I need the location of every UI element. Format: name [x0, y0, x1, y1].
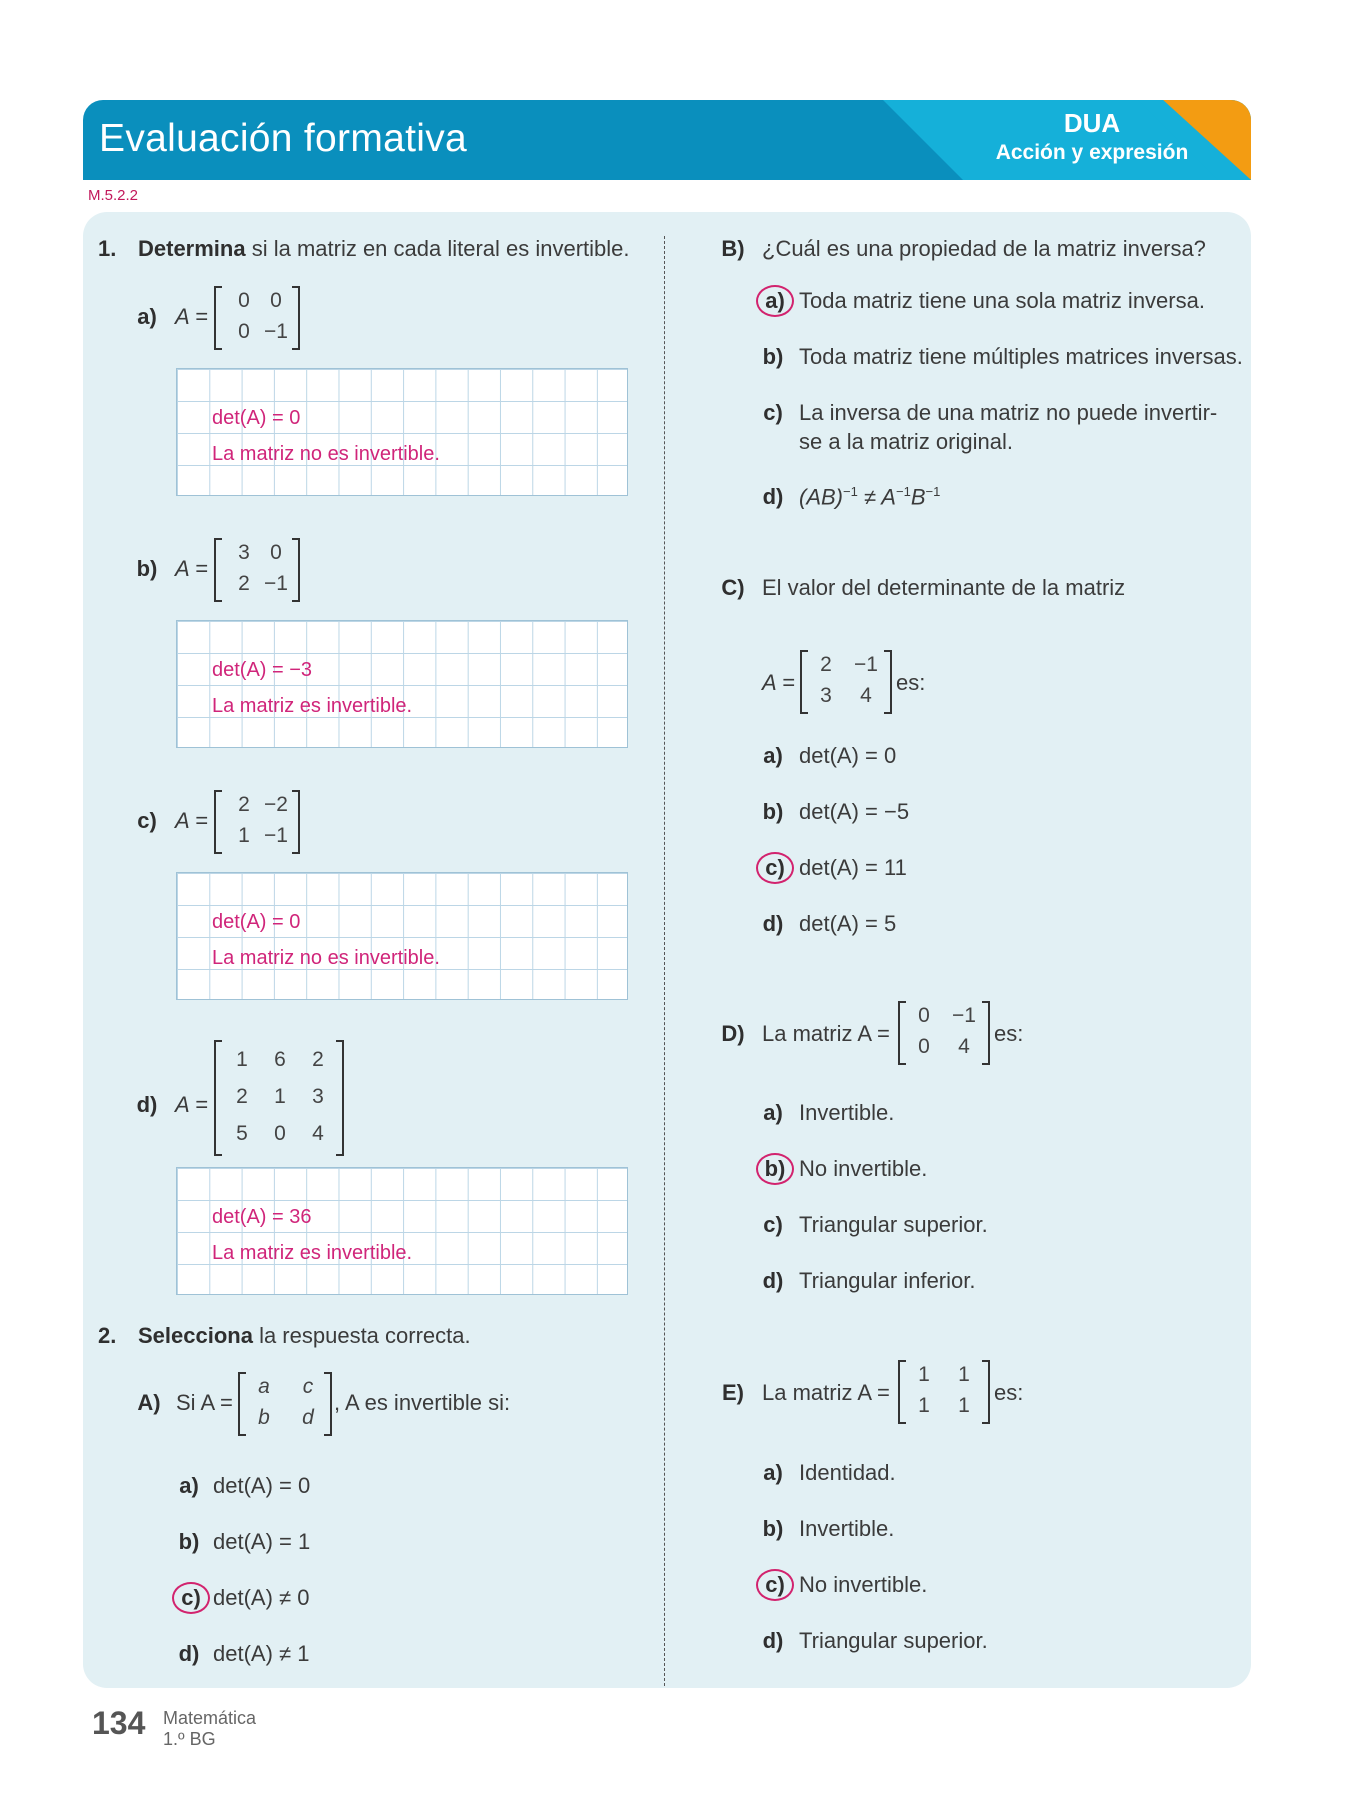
- matrix-cell: −2: [264, 793, 288, 816]
- matrix-cell: 2: [238, 572, 250, 595]
- q2D-label: D): [721, 1021, 745, 1046]
- q1d-label: d): [136, 1092, 158, 1117]
- q2A-option-c-label-selected[interactable]: c): [172, 1582, 210, 1614]
- q1a-answer-det: det(A) = 0: [212, 407, 301, 429]
- q2C-question: El valor del determinante de la matriz: [762, 575, 1126, 600]
- book-title: Matemática: [163, 1708, 257, 1728]
- q2-prompt: [138, 1323, 471, 1349]
- q2D-option-d-label[interactable]: d): [762, 1268, 784, 1293]
- matrix-cell: 4: [860, 684, 872, 707]
- matrix-cell: 2: [820, 653, 832, 676]
- q2C-option-b-label[interactable]: b): [762, 799, 784, 824]
- q2E-post: es:: [994, 1380, 1024, 1405]
- q2C-option-a[interactable]: det(A) = 0: [799, 743, 897, 768]
- q1c-answer-det: det(A) = 0: [212, 911, 301, 933]
- q1c-answer-text: La matriz no es invertible.: [212, 947, 440, 969]
- q1-rest: si la matriz en cada literal es invertible.: [245, 236, 630, 261]
- matrix-cell: 6: [274, 1048, 286, 1071]
- q1b-answer-text: La matriz es invertible.: [212, 695, 413, 717]
- q2C-option-c[interactable]: det(A) = 11: [799, 855, 907, 880]
- q1d-lhs: A =: [175, 1092, 208, 1117]
- q1d-answer-det: det(A) = 36: [212, 1206, 312, 1228]
- q2C-option-b[interactable]: det(A) = −5: [799, 799, 910, 824]
- q2C-label: C): [721, 575, 745, 600]
- q2B-question: ¿Cuál es una propiedad de la matriz inversa?: [762, 236, 1206, 261]
- matrix-cell: 1: [238, 824, 250, 847]
- q2C-matrix: [800, 650, 892, 714]
- q2-verb: Selecciona: [138, 1323, 253, 1348]
- matrix-cell: a: [258, 1375, 270, 1398]
- q2E-option-c[interactable]: No invertible.: [799, 1572, 928, 1597]
- q2B-option-b-label[interactable]: b): [762, 344, 784, 369]
- matrix-cell: −1: [264, 320, 288, 343]
- q2D-option-a[interactable]: Invertible.: [799, 1100, 895, 1125]
- q1-verb: Determina: [138, 236, 246, 261]
- q2A-option-c[interactable]: det(A) ≠ 0: [213, 1585, 310, 1610]
- q2B-option-c-line2[interactable]: se a la matriz original.: [799, 429, 1013, 454]
- matrix-cell: 0: [918, 1004, 930, 1027]
- matrix-cell: 1: [236, 1048, 248, 1071]
- q1-prompt: [138, 236, 630, 262]
- q1-number: 1.: [98, 236, 117, 261]
- q2B-option-a[interactable]: Toda matriz tiene una sola matriz inversa.: [799, 288, 1205, 313]
- q2D-pre: La matriz A =: [762, 1021, 890, 1046]
- q2C-post: es:: [896, 670, 926, 695]
- q2D-post: es:: [994, 1021, 1024, 1046]
- q2E-label: E): [722, 1380, 744, 1405]
- q2E-pre: La matriz A =: [762, 1380, 890, 1405]
- q2A-option-b-label[interactable]: b): [178, 1529, 200, 1554]
- q2D-option-c[interactable]: Triangular superior.: [799, 1212, 988, 1237]
- column-divider: [664, 236, 665, 1686]
- q2E-option-b-label[interactable]: b): [762, 1516, 784, 1541]
- q2A-pre: Si A =: [176, 1390, 233, 1415]
- q1d-matrix: [214, 1040, 344, 1156]
- expr-part: ≠ A: [857, 484, 896, 510]
- matrix-cell: −1: [952, 1004, 976, 1027]
- q2C-option-d-label[interactable]: d): [762, 911, 784, 936]
- q1b-answer-det: det(A) = −3: [212, 659, 313, 681]
- q2D-option-b-label-selected[interactable]: b): [756, 1153, 794, 1185]
- q2B-option-b[interactable]: Toda matriz tiene múltiples matrices inversas.: [799, 344, 1243, 369]
- matrix-cell: 5: [236, 1122, 248, 1145]
- q2A-option-d-label[interactable]: d): [178, 1641, 200, 1666]
- matrix-cell: 2: [238, 793, 250, 816]
- q1c-label: c): [137, 808, 157, 833]
- matrix-cell: 1: [918, 1363, 930, 1386]
- expr-part: B: [910, 484, 926, 510]
- q2A-option-a[interactable]: det(A) = 0: [213, 1473, 311, 1498]
- q2-number: 2.: [98, 1323, 117, 1348]
- q1a-answer-text: La matriz no es invertible.: [212, 443, 440, 465]
- matrix-cell: 0: [270, 289, 282, 312]
- expr-sup: −1: [895, 484, 911, 499]
- q1b-label: b): [136, 556, 158, 581]
- expr-sup: −1: [843, 484, 858, 499]
- matrix-cell: 0: [238, 320, 250, 343]
- q2B-option-a-label-selected[interactable]: a): [756, 285, 794, 317]
- q2D-matrix: [898, 1001, 990, 1065]
- q2E-option-a-label[interactable]: a): [763, 1460, 783, 1485]
- matrix-cell: 3: [312, 1085, 324, 1108]
- matrix-cell: d: [302, 1406, 314, 1429]
- expr-part: (AB): [799, 484, 843, 510]
- q2C-lhs: A =: [762, 670, 795, 695]
- q2A-option-a-label[interactable]: a): [179, 1473, 199, 1498]
- matrix-cell: −1: [854, 653, 878, 676]
- matrix-cell: 4: [312, 1122, 324, 1145]
- q1b-matrix: [214, 538, 300, 602]
- q1c-lhs: A =: [175, 808, 208, 833]
- answer-grid-b[interactable]: [176, 620, 628, 748]
- q2B-option-d-label[interactable]: d): [762, 484, 784, 509]
- q2A-label: A): [137, 1390, 161, 1415]
- q1d-answer-text: La matriz es invertible.: [212, 1242, 413, 1264]
- matrix-cell: b: [258, 1406, 270, 1429]
- page-number: 134: [92, 1705, 146, 1741]
- matrix-cell: 4: [958, 1035, 970, 1058]
- matrix-cell: 0: [918, 1035, 930, 1058]
- matrix-cell: 0: [274, 1122, 286, 1145]
- matrix-cell: 0: [270, 541, 282, 564]
- q2D-option-d[interactable]: Triangular inferior.: [799, 1268, 976, 1293]
- matrix-cell: 1: [958, 1363, 970, 1386]
- q2C-option-d[interactable]: det(A) = 5: [799, 911, 897, 936]
- expr-sup: −1: [925, 484, 941, 499]
- q2E-option-c-label-selected[interactable]: c): [756, 1569, 794, 1601]
- q2B-option-d[interactable]: [799, 484, 940, 510]
- q2-rest: la respuesta correcta.: [252, 1323, 471, 1348]
- q1a-matrix: [214, 286, 300, 350]
- matrix-cell: 0: [238, 289, 250, 312]
- page-title: Evaluación formativa: [99, 117, 468, 160]
- matrix-cell: −1: [264, 824, 288, 847]
- q2C-option-a-label[interactable]: a): [763, 743, 783, 768]
- matrix-cell: 2: [312, 1048, 324, 1071]
- q2E-option-b[interactable]: Invertible.: [799, 1516, 895, 1541]
- skill-code: M.5.2.2: [88, 187, 139, 204]
- matrix-cell: 1: [274, 1085, 286, 1108]
- dua-subtitle: Acción y expresión: [995, 141, 1189, 164]
- q2A-option-b[interactable]: det(A) = 1: [213, 1529, 311, 1554]
- q2A-post: , A es invertible si:: [334, 1390, 511, 1415]
- q1a-label: a): [137, 304, 157, 329]
- q2B-option-c-label[interactable]: c): [763, 400, 783, 425]
- q1a-lhs: A =: [175, 304, 208, 329]
- answer-grid-c[interactable]: [176, 872, 628, 1000]
- dua-title: DUA: [1063, 108, 1121, 138]
- answer-grid-a[interactable]: [176, 368, 628, 496]
- q2E-option-d-label[interactable]: d): [762, 1628, 784, 1653]
- q2C-option-c-label-selected[interactable]: c): [756, 852, 794, 884]
- matrix-cell: 2: [236, 1085, 248, 1108]
- q2D-option-c-label[interactable]: c): [763, 1212, 783, 1237]
- q2E-option-a[interactable]: Identidad.: [799, 1460, 896, 1485]
- q1c-matrix: [214, 790, 300, 854]
- q2A-option-d[interactable]: det(A) ≠ 1: [213, 1641, 310, 1666]
- matrix-cell: 1: [918, 1394, 930, 1417]
- grade-label: 1.º BG: [163, 1729, 216, 1749]
- matrix-cell: c: [302, 1375, 314, 1398]
- matrix-cell: 3: [820, 684, 832, 707]
- matrix-cell: 1: [958, 1394, 970, 1417]
- q2D-option-a-label[interactable]: a): [763, 1100, 783, 1125]
- q2D-option-b[interactable]: No invertible.: [799, 1156, 928, 1181]
- q2E-option-d[interactable]: Triangular superior.: [799, 1628, 988, 1653]
- q2E-matrix: [898, 1360, 990, 1424]
- q2A-matrix: [238, 1372, 332, 1436]
- q1b-lhs: A =: [175, 556, 208, 581]
- matrix-cell: −1: [264, 572, 288, 595]
- matrix-cell: 3: [238, 541, 250, 564]
- q2B-option-c[interactable]: La inversa de una matriz no puede invertir-: [799, 400, 1218, 425]
- answer-grid-d[interactable]: [176, 1167, 628, 1295]
- q2B-label: B): [721, 236, 745, 261]
